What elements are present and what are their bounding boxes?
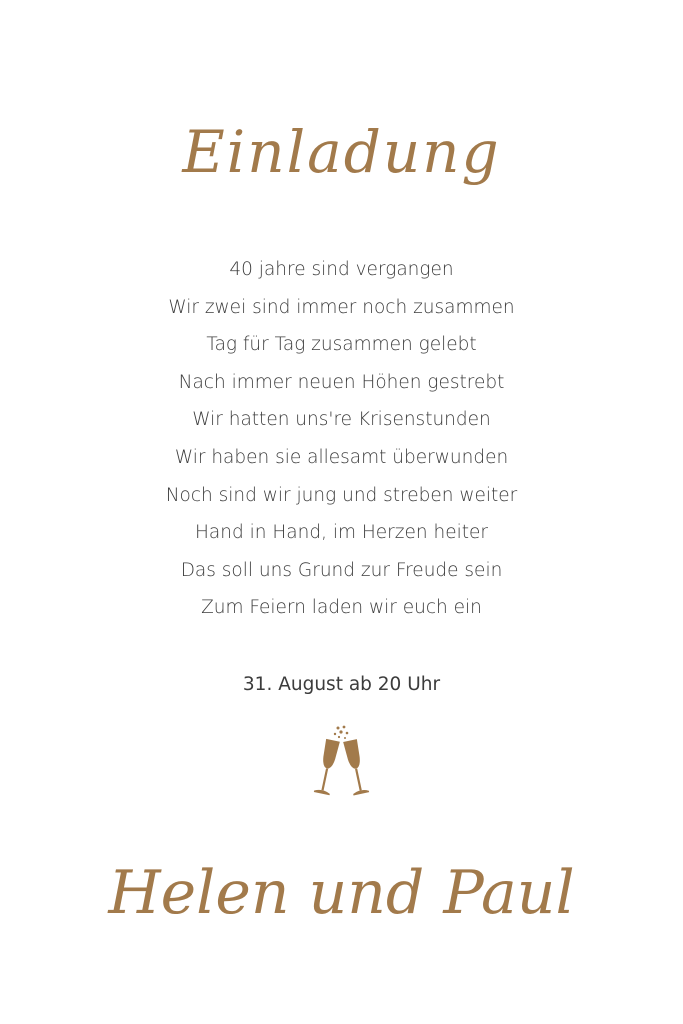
poem-line: Noch sind wir jung und streben weiter <box>165 484 518 506</box>
invitation-title: Einladung <box>182 118 501 186</box>
champagne-glasses-icon <box>309 724 375 800</box>
event-date: 31. August ab 20 Uhr <box>242 674 441 695</box>
poem-line: Wir hatten uns're Krisenstunden <box>192 409 491 431</box>
poem-line: Nach immer neuen Höhen gestrebt <box>178 371 505 393</box>
poem-line: Wir zwei sind immer noch zusammen <box>168 296 515 318</box>
poem-line: Das soll uns Grund zur Freude sein <box>180 559 503 581</box>
poem-line: Tag für Tag zusammen gelebt <box>206 334 477 356</box>
couple-names: Helen und Paul <box>108 858 575 928</box>
poem-line: Wir haben sie allesamt überwunden <box>174 446 509 468</box>
poem-line: Zum Feiern laden wir euch ein <box>201 597 482 619</box>
poem-line: Hand in Hand, im Herzen heiter <box>195 522 488 544</box>
poem-line: 40 jahre sind vergangen <box>229 259 454 280</box>
poem <box>0 251 683 627</box>
